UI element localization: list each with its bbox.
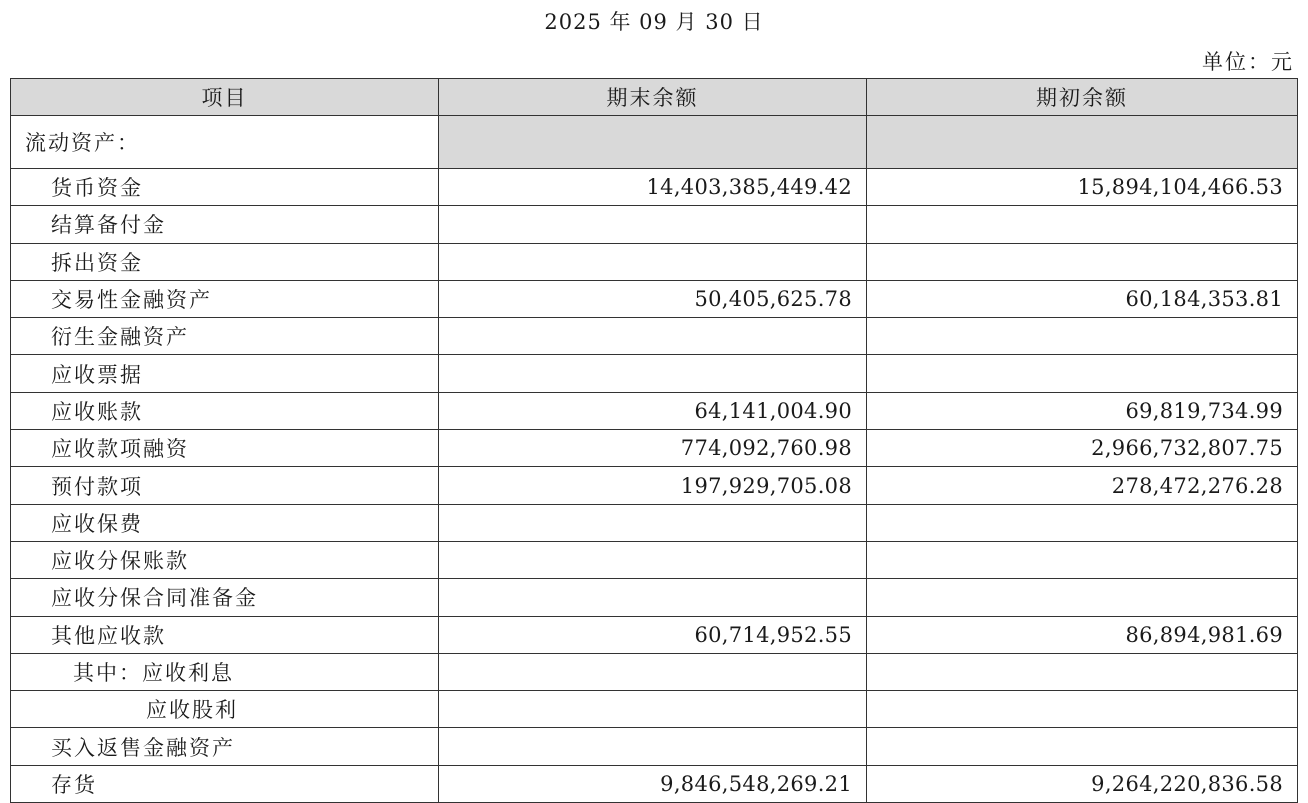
table-row [11, 579, 1298, 616]
section-cell-empty [439, 116, 867, 169]
beginning-balance-cell: 2,966,732,807.75 [867, 430, 1298, 467]
beginning-balance-cell [867, 243, 1298, 280]
section-cell-empty [867, 116, 1298, 169]
row-label: 衍生金融资产 [11, 318, 439, 355]
table-row [11, 653, 1298, 690]
row-label: 存货 [11, 765, 439, 802]
beginning-balance-cell [867, 355, 1298, 392]
beginning-balance-cell: 86,894,981.69 [867, 616, 1298, 653]
column-header-ending-balance: 期末余额 [439, 79, 867, 116]
beginning-balance-cell [867, 691, 1298, 728]
row-label: 买入返售金融资产 [11, 728, 439, 765]
column-header-item: 项目 [11, 79, 439, 116]
table-row [11, 467, 1298, 504]
ending-balance-cell [439, 318, 867, 355]
ending-balance-cell: 9,846,548,269.21 [439, 765, 867, 802]
beginning-balance-cell [867, 318, 1298, 355]
column-header-beginning-balance: 期初余额 [867, 79, 1298, 116]
ending-balance-cell: 60,714,952.55 [439, 616, 867, 653]
ending-balance-cell [439, 355, 867, 392]
beginning-balance-cell [867, 206, 1298, 243]
currency-unit: 单位：元 [1202, 50, 1294, 74]
ending-balance-cell [439, 243, 867, 280]
beginning-balance-cell [867, 728, 1298, 765]
row-label: 应收款项融资 [11, 430, 439, 467]
row-label: 应收股利 [11, 691, 439, 728]
row-label: 应收票据 [11, 355, 439, 392]
row-label: 货币资金 [11, 169, 439, 206]
ending-balance-cell [439, 579, 867, 616]
row-label: 应收保费 [11, 504, 439, 541]
row-label: 应收分保合同准备金 [11, 579, 439, 616]
row-label: 其他应收款 [11, 616, 439, 653]
ending-balance-cell [439, 653, 867, 690]
table-row [11, 318, 1298, 355]
table-row [11, 765, 1298, 802]
row-label: 拆出资金 [11, 243, 439, 280]
table-row [11, 691, 1298, 728]
table-row [11, 616, 1298, 653]
table-row [11, 169, 1298, 206]
ending-balance-cell: 197,929,705.08 [439, 467, 867, 504]
table-row [11, 243, 1298, 280]
table-row [11, 504, 1298, 541]
beginning-balance-cell: 9,264,220,836.58 [867, 765, 1298, 802]
beginning-balance-cell: 69,819,734.99 [867, 392, 1298, 429]
row-label: 结算备付金 [11, 206, 439, 243]
row-label: 预付款项 [11, 467, 439, 504]
report-date: 2025 年 09 月 30 日 [544, 10, 764, 34]
beginning-balance-cell: 15,894,104,466.53 [867, 169, 1298, 206]
beginning-balance-cell [867, 653, 1298, 690]
beginning-balance-cell: 278,472,276.28 [867, 467, 1298, 504]
table-row [11, 392, 1298, 429]
row-label: 交易性金融资产 [11, 280, 439, 317]
table-row [11, 430, 1298, 467]
ending-balance-cell [439, 728, 867, 765]
section-label: 流动资产： [11, 116, 439, 169]
beginning-balance-cell [867, 579, 1298, 616]
table-row [11, 280, 1298, 317]
table-row [11, 355, 1298, 392]
ending-balance-cell [439, 504, 867, 541]
beginning-balance-cell [867, 504, 1298, 541]
row-label: 应收分保账款 [11, 541, 439, 578]
ending-balance-cell [439, 541, 867, 578]
table-row [11, 728, 1298, 765]
balance-sheet-table [10, 78, 1298, 803]
row-label: 其中：应收利息 [11, 653, 439, 690]
table-row [11, 541, 1298, 578]
row-label: 应收账款 [11, 392, 439, 429]
ending-balance-cell: 774,092,760.98 [439, 430, 867, 467]
ending-balance-cell: 14,403,385,449.42 [439, 169, 867, 206]
ending-balance-cell [439, 691, 867, 728]
ending-balance-cell [439, 206, 867, 243]
beginning-balance-cell: 60,184,353.81 [867, 280, 1298, 317]
ending-balance-cell: 64,141,004.90 [439, 392, 867, 429]
ending-balance-cell: 50,405,625.78 [439, 280, 867, 317]
beginning-balance-cell [867, 541, 1298, 578]
header-row [11, 79, 1298, 116]
section-row-current-assets [11, 116, 1298, 169]
table-row [11, 206, 1298, 243]
